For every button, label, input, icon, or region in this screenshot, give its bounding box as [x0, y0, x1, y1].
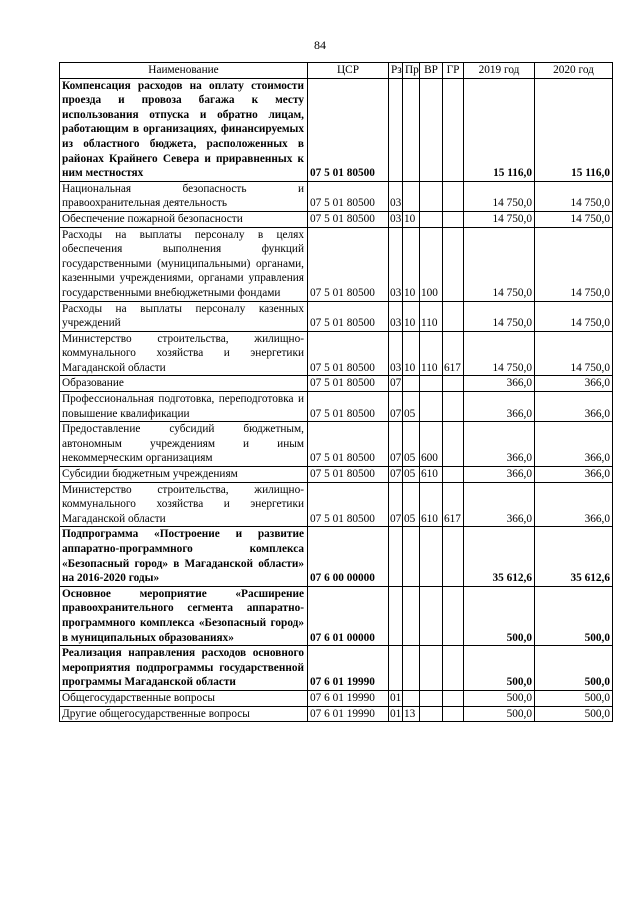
cell-2019: 15 116,0	[464, 78, 535, 181]
cell-2019: 35 612,6	[464, 527, 535, 586]
cell-gr	[443, 527, 464, 586]
cell-2019: 14 750,0	[464, 181, 535, 211]
cell-gr	[443, 392, 464, 422]
cell-pr	[403, 527, 420, 586]
cell-vr	[420, 392, 443, 422]
cell-gr	[443, 467, 464, 483]
cell-gr: 617	[443, 482, 464, 527]
cell-rz: 01	[389, 690, 403, 706]
cell-csr: 07 5 01 80500	[308, 376, 389, 392]
budget-table	[59, 62, 613, 722]
cell-name: Компенсация расходов на оплату стоимости проезда и провоза багажа к месту использования отпуска и обратно лицам, работающим в организациях, финансируемых из областного бюджета, расположенных в районах Крайнего Севера и приравненных к ним местностях	[60, 78, 308, 181]
cell-vr	[420, 211, 443, 227]
cell-vr	[420, 376, 443, 392]
table-row	[60, 586, 613, 645]
cell-gr	[443, 301, 464, 331]
cell-rz: 07	[389, 392, 403, 422]
cell-2020: 15 116,0	[535, 78, 613, 181]
table-row	[60, 527, 613, 586]
cell-2020: 366,0	[535, 482, 613, 527]
page-number: 84	[314, 38, 326, 52]
cell-2020: 35 612,6	[535, 527, 613, 586]
cell-vr	[420, 706, 443, 722]
cell-gr	[443, 376, 464, 392]
cell-csr: 07 5 01 80500	[308, 227, 389, 301]
cell-pr	[403, 646, 420, 691]
cell-2020: 366,0	[535, 392, 613, 422]
cell-pr: 13	[403, 706, 420, 722]
cell-pr: 10	[403, 211, 420, 227]
cell-csr: 07 6 01 00000	[308, 586, 389, 645]
cell-rz: 07	[389, 482, 403, 527]
cell-vr	[420, 646, 443, 691]
cell-csr: 07 5 01 80500	[308, 181, 389, 211]
header-2019: 2019 год	[464, 63, 535, 79]
cell-pr: 10	[403, 331, 420, 376]
cell-vr	[420, 78, 443, 181]
cell-gr	[443, 586, 464, 645]
cell-vr	[420, 690, 443, 706]
cell-2020: 500,0	[535, 646, 613, 691]
cell-vr	[420, 527, 443, 586]
cell-rz: 03	[389, 227, 403, 301]
cell-2020: 14 750,0	[535, 301, 613, 331]
header-csr: ЦСР	[308, 63, 389, 79]
table-row	[60, 706, 613, 722]
cell-name: Министерство строительства, жилищно-коммунального хозяйства и энергетики Магаданской области	[60, 482, 308, 527]
cell-name: Профессиональная подготовка, переподготовка и повышение квалификации	[60, 392, 308, 422]
cell-rz: 07	[389, 376, 403, 392]
cell-2019: 366,0	[464, 467, 535, 483]
table-row	[60, 646, 613, 691]
cell-2019: 500,0	[464, 586, 535, 645]
cell-pr: 05	[403, 392, 420, 422]
cell-gr	[443, 181, 464, 211]
table-row	[60, 78, 613, 181]
table-row	[60, 227, 613, 301]
cell-gr	[443, 422, 464, 467]
cell-name: Министерство строительства, жилищно-коммунального хозяйства и энергетики Магаданской области	[60, 331, 308, 376]
table-row	[60, 482, 613, 527]
cell-name: Обеспечение пожарной безопасности	[60, 211, 308, 227]
cell-csr: 07 5 01 80500	[308, 467, 389, 483]
table-row	[60, 690, 613, 706]
cell-csr: 07 5 01 80500	[308, 482, 389, 527]
cell-2020: 14 750,0	[535, 331, 613, 376]
cell-csr: 07 6 01 19990	[308, 646, 389, 691]
cell-2019: 366,0	[464, 392, 535, 422]
cell-vr: 110	[420, 331, 443, 376]
cell-gr	[443, 706, 464, 722]
cell-2020: 500,0	[535, 706, 613, 722]
cell-rz: 03	[389, 181, 403, 211]
cell-vr: 110	[420, 301, 443, 331]
cell-pr	[403, 181, 420, 211]
cell-pr: 05	[403, 422, 420, 467]
table-row	[60, 376, 613, 392]
cell-2020: 500,0	[535, 586, 613, 645]
cell-2019: 500,0	[464, 706, 535, 722]
cell-csr: 07 5 01 80500	[308, 392, 389, 422]
cell-name: Расходы на выплаты персоналу в целях обеспечения выполнения функций государственными (муниципальными) органами, казенными учреждениями, органами управления государственными внебюджетными фондами	[60, 227, 308, 301]
cell-2020: 14 750,0	[535, 181, 613, 211]
cell-rz: 07	[389, 422, 403, 467]
cell-pr	[403, 78, 420, 181]
table-header-row	[60, 63, 613, 79]
cell-gr	[443, 646, 464, 691]
cell-name: Образование	[60, 376, 308, 392]
cell-rz: 03	[389, 211, 403, 227]
cell-csr: 07 5 01 80500	[308, 211, 389, 227]
cell-vr: 610	[420, 482, 443, 527]
cell-vr	[420, 181, 443, 211]
table-body	[60, 78, 613, 722]
cell-name: Предоставление субсидий бюджетным, автономным учреждениям и иным некоммерческим организациям	[60, 422, 308, 467]
header-pr: Пр	[403, 63, 420, 79]
cell-csr: 07 5 01 80500	[308, 301, 389, 331]
cell-pr: 05	[403, 482, 420, 527]
cell-2019: 500,0	[464, 690, 535, 706]
header-name: Наименование	[60, 63, 308, 79]
cell-2019: 366,0	[464, 376, 535, 392]
cell-rz: 01	[389, 706, 403, 722]
cell-pr: 10	[403, 227, 420, 301]
cell-gr	[443, 211, 464, 227]
cell-csr: 07 6 01 19990	[308, 706, 389, 722]
cell-rz: 07	[389, 467, 403, 483]
cell-vr	[420, 586, 443, 645]
cell-csr: 07 6 01 19990	[308, 690, 389, 706]
cell-2019: 14 750,0	[464, 331, 535, 376]
table-row	[60, 301, 613, 331]
cell-vr: 100	[420, 227, 443, 301]
cell-gr	[443, 78, 464, 181]
cell-csr: 07 5 01 80500	[308, 78, 389, 181]
cell-rz: 03	[389, 331, 403, 376]
cell-2019: 500,0	[464, 646, 535, 691]
cell-pr	[403, 690, 420, 706]
cell-name: Другие общегосударственные вопросы	[60, 706, 308, 722]
cell-name: Реализация направления расходов основного мероприятия подпрограммы государственной программы Магаданской области	[60, 646, 308, 691]
cell-pr	[403, 376, 420, 392]
cell-2019: 14 750,0	[464, 301, 535, 331]
cell-2020: 366,0	[535, 467, 613, 483]
cell-rz	[389, 78, 403, 181]
cell-name: Основное мероприятие «Расширение правоохранительного сегмента аппаратно-программного комплекса «Безопасный город» в муниципальных образованиях»	[60, 586, 308, 645]
cell-2019: 14 750,0	[464, 227, 535, 301]
table-row	[60, 467, 613, 483]
table-row	[60, 331, 613, 376]
header-gr: ГР	[443, 63, 464, 79]
header-vr: ВР	[420, 63, 443, 79]
cell-rz: 03	[389, 301, 403, 331]
cell-2020: 500,0	[535, 690, 613, 706]
table-row	[60, 211, 613, 227]
header-2020: 2020 год	[535, 63, 613, 79]
cell-name: Расходы на выплаты персоналу казенных учреждений	[60, 301, 308, 331]
cell-gr: 617	[443, 331, 464, 376]
cell-rz	[389, 586, 403, 645]
cell-pr: 05	[403, 467, 420, 483]
cell-2020: 366,0	[535, 376, 613, 392]
cell-rz	[389, 646, 403, 691]
cell-2020: 14 750,0	[535, 227, 613, 301]
cell-pr: 10	[403, 301, 420, 331]
table-row	[60, 392, 613, 422]
table-row	[60, 181, 613, 211]
cell-name: Подпрограмма «Построение и развитие аппаратно-программного комплекса «Безопасный город» в Магаданской области» на 2016-2020 годы»	[60, 527, 308, 586]
cell-gr	[443, 690, 464, 706]
cell-name: Субсидии бюджетным учреждениям	[60, 467, 308, 483]
cell-2020: 366,0	[535, 422, 613, 467]
cell-name: Национальная безопасность и правоохранительная деятельность	[60, 181, 308, 211]
cell-vr: 600	[420, 422, 443, 467]
cell-rz	[389, 527, 403, 586]
cell-pr	[403, 586, 420, 645]
cell-2019: 14 750,0	[464, 211, 535, 227]
cell-gr	[443, 227, 464, 301]
cell-vr: 610	[420, 467, 443, 483]
cell-2020: 14 750,0	[535, 211, 613, 227]
header-rz: Рз	[389, 63, 403, 79]
cell-csr: 07 5 01 80500	[308, 331, 389, 376]
cell-name: Общегосударственные вопросы	[60, 690, 308, 706]
cell-csr: 07 6 00 00000	[308, 527, 389, 586]
cell-2019: 366,0	[464, 422, 535, 467]
cell-2019: 366,0	[464, 482, 535, 527]
table-row	[60, 422, 613, 467]
cell-csr: 07 5 01 80500	[308, 422, 389, 467]
